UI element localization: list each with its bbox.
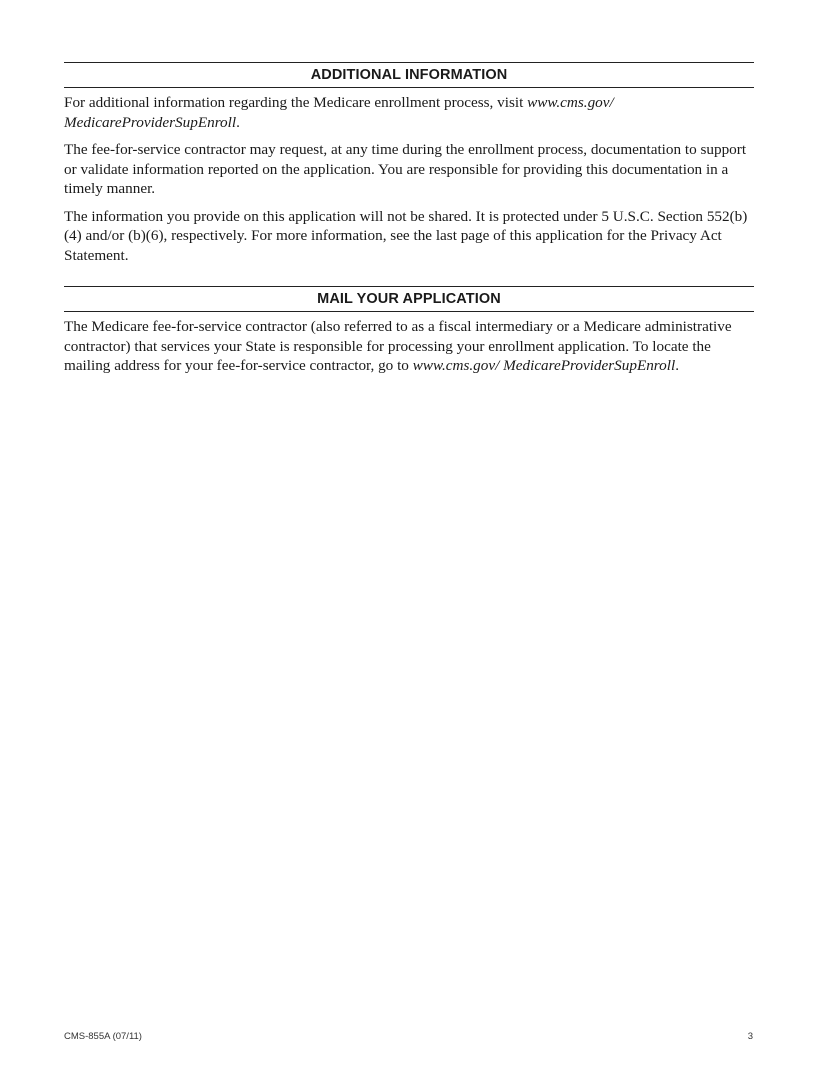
enrollment-info-paragraph (64, 93, 754, 132)
enrollment-info-text: For additional information regarding the Medicare enrollment process, visit (64, 94, 528, 111)
documentation-paragraph: The fee-for-service contractor may request, at any time during the enrollment process, documentation to support or validate information reported on the application. You are responsible for providing this documentation in a timely manner. (64, 141, 747, 197)
page-number: 3 (747, 1031, 753, 1042)
cms-enrollment-link[interactable]: www.cms.gov/ MedicareProviderSupEnroll (64, 94, 614, 131)
form-id: CMS-855A (07/11) (64, 1031, 142, 1042)
mailing-text: The Medicare fee-for-service contractor (also referred to as a fiscal intermediary or a Medicare administrative contractor) that services your State is responsible for processing your enrollment application. To locate the mailing address for your fee-for-service contractor, go to (64, 318, 732, 374)
privacy-paragraph: The information you provide on this application will not be shared. It is protected under 5 U.S.C. Section 552(b)(4) and/or (b)(6), respectively. For more information, see the last page of this application for the Privacy Act Statement. (64, 207, 748, 264)
mailing-period: . (675, 357, 679, 374)
cms-mailing-link[interactable]: www.cms.gov/ MedicareProviderSupEnroll (412, 357, 676, 374)
additional-information-section (64, 62, 754, 265)
document-page (64, 62, 754, 376)
mail-application-section (64, 286, 754, 376)
additional-information-heading: ADDITIONAL INFORMATION (64, 62, 754, 88)
enrollment-info-period: . (236, 113, 240, 131)
mail-application-heading: MAIL YOUR APPLICATION (64, 286, 754, 312)
mailing-paragraph (64, 317, 754, 376)
